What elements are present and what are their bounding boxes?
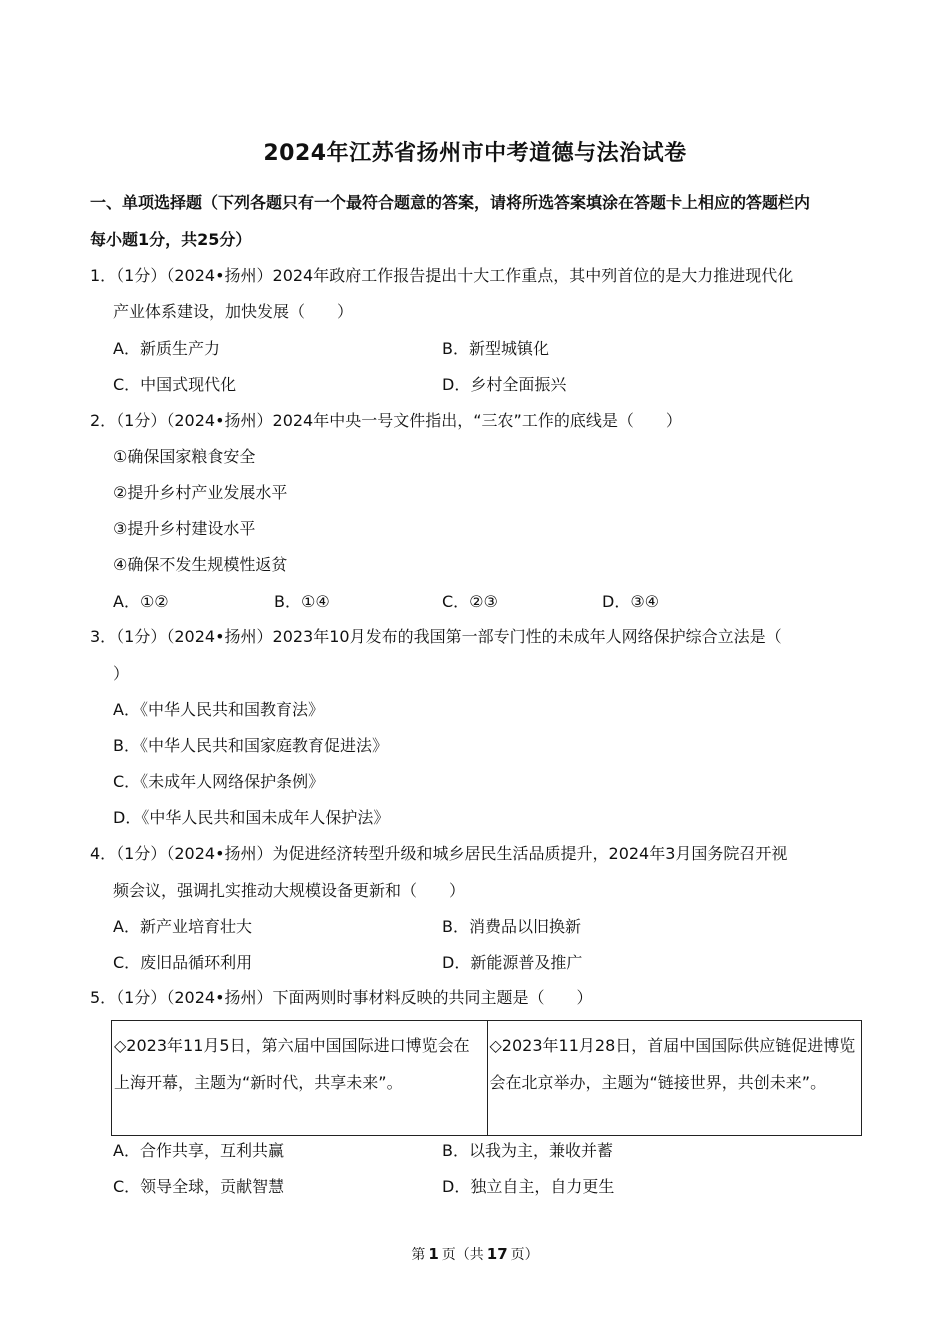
q5-option-d: D．独立自主，自力更生 [442, 1177, 615, 1196]
footer-suffix: 页） [510, 1247, 539, 1263]
footer-page-number: 1 [428, 1245, 439, 1263]
q3-option-a: A．《中华人民共和国教育法》 [113, 700, 324, 719]
q1-option-b: B．新型城镇化 [442, 339, 549, 358]
q2-stem-line1: 2．（1分）（2024•扬州）2024年中央一号文件指出，“三农”工作的底线是（ ） [90, 411, 682, 430]
q2-statement-1: ①确保国家粮食安全 [113, 447, 256, 466]
q5-material-table [111, 1020, 862, 1136]
q2-option-a: A．①② [113, 592, 169, 611]
q4-stem-line1: 4．（1分）（2024•扬州）为促进经济转型升级和城乡居民生活品质提升，2024年3月国务院召开视 [90, 844, 788, 863]
q1-stem-line2: 产业体系建设，加快发展（ ） [113, 302, 354, 321]
q1-option-d: D．乡村全面振兴 [442, 375, 567, 394]
q5-material-left: ◇2023年11月5日，第六届中国国际进口博览会在上海开幕，主题为“新时代，共享未来”。 [114, 1036, 470, 1092]
exam-title: 2024年江苏省扬州市中考道德与法治试卷 [263, 141, 687, 166]
q2-option-d: D．③④ [602, 592, 660, 611]
q2-option-b: B．①④ [274, 592, 330, 611]
q3-option-d: D．《中华人民共和国未成年人保护法》 [113, 808, 390, 827]
page-footer [0, 1244, 950, 1264]
q5-option-a: A．合作共享，互利共赢 [113, 1141, 284, 1160]
q3-stem-line2: ） [113, 664, 130, 683]
q5-option-c: C．领导全球，贡献智慧 [113, 1177, 285, 1196]
q4-option-b: B．消费品以旧换新 [442, 917, 581, 936]
q3-stem-line1: 3．（1分）（2024•扬州）2023年10月发布的我国第一部专门性的未成年人网络保护综合立法是（ [90, 627, 782, 646]
q3-option-b: B．《中华人民共和国家庭教育促进法》 [113, 736, 388, 755]
q2-statement-4: ④确保不发生规模性返贫 [113, 555, 288, 574]
q4-option-d: D．新能源普及推广 [442, 953, 583, 972]
section-heading-line1: 一、单项选择题（下列各题只有一个最符合题意的答案，请将所选答案填涂在答题卡上相应的答题栏内 [90, 193, 811, 212]
footer-middle: 页（共 [441, 1247, 484, 1263]
footer-prefix: 第 [411, 1247, 426, 1263]
footer-total-pages: 17 [486, 1245, 508, 1263]
q1-option-a: A．新质生产力 [113, 339, 220, 358]
section-heading-line2: 每小题1分，共25分） [90, 230, 252, 249]
q2-statement-2: ②提升乡村产业发展水平 [113, 483, 288, 502]
q1-option-c: C．中国式现代化 [113, 375, 237, 394]
q3-option-c: C．《未成年人网络保护条例》 [113, 772, 325, 791]
q5-stem-line1: 5．（1分）（2024•扬州）下面两则时事材料反映的共同主题是（ ） [90, 988, 593, 1007]
q2-statement-3: ③提升乡村建设水平 [113, 519, 256, 538]
q4-stem-line2: 频会议，强调扎实推动大规模设备更新和（ ） [113, 881, 466, 900]
q1-stem-line1: 1．（1分）（2024•扬州）2024年政府工作报告提出十大工作重点，其中列首位的是大力推进现代化 [90, 266, 794, 285]
q4-option-c: C．废旧品循环利用 [113, 953, 253, 972]
q2-option-c: C．②③ [442, 592, 498, 611]
q4-option-a: A．新产业培育壮大 [113, 917, 252, 936]
q5-material-right: ◇2023年11月28日，首届中国国际供应链促进博览会在北京举办，主题为“链接世界，共创未来”。 [487, 1021, 862, 1135]
q5-option-b: B．以我为主，兼收并蓄 [442, 1141, 613, 1160]
